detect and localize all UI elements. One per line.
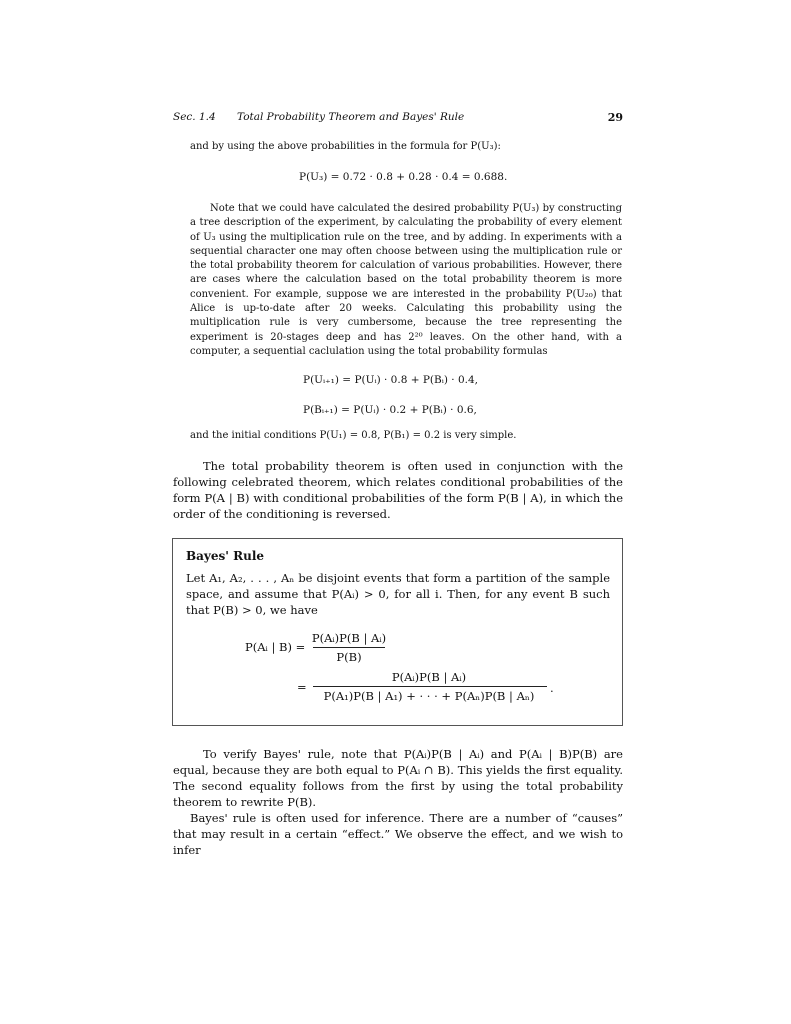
equation-u3: P(U₃) = 0.72 · 0.8 + 0.28 · 0.4 = 0.688. (299, 171, 508, 183)
bayes-lhs: P(Aᵢ | B) = (245, 640, 306, 654)
box-title: Bayes' Rule (186, 549, 265, 563)
bayes-intro (173, 458, 623, 522)
section-number: Sec. 1.4 (173, 111, 216, 123)
paragraph-initial-conditions: and the initial conditions P(U₁) = 0.8, P(B₁) = 0.2 is very simple. (190, 430, 517, 441)
fraction-denominator-1: P(B) (336, 650, 362, 664)
equation-recursion-u: P(Uᵢ₊₁) = P(Uᵢ) · 0.8 + P(Bᵢ) · 0.4, (303, 374, 478, 386)
initial-conditions (190, 429, 622, 443)
example-discussion (190, 202, 622, 359)
formula-period: . (550, 681, 554, 695)
paragraph-verify: To verify Bayes' rule, note that P(Aᵢ)P(B | Aᵢ) and P(Aᵢ | B)P(B) are equal, because they are both equal to P(Aᵢ ∩ B). This yields the first equality. The second equality follows from the first by using the total probability theorem to rewrite P(B). (173, 747, 623, 809)
bayes-rule-box (172, 538, 623, 726)
running-header (173, 111, 623, 125)
page-number: 29 (607, 111, 623, 124)
second-equals: = (297, 680, 307, 694)
fraction-bar-2 (313, 686, 547, 687)
paragraph-tree-vs-total: Note that we could have calculated the desired probability P(U₃) by constructing a tree description of the experiment, by calculating the probability of every element of U₃ using the multiplication rule on the tree, and by adding. In experiments with a sequential character one may often choose between using the multiplication rule or the total probability theorem for calculation of various probabilities. However, there are cases where the calculation based on the total probability theorem is more convenient. For example, suppose we are interested in the probability P(U₂₀) that Alice is up-to-date after 20 weeks. Calculating this probability using the multiplication rule is very cumbersome, because the tree representing the experiment is 20-stages deep and has 2²⁰ leaves. On the other hand, with a computer, a sequential caclulation using the total probability formulas (190, 203, 622, 357)
fraction-numerator-1: P(Aᵢ)P(B | Aᵢ) (311, 631, 387, 645)
example-continuation (190, 140, 622, 154)
fraction-bar-1 (313, 647, 385, 648)
equation-recursion-b: P(Bᵢ₊₁) = P(Uᵢ) · 0.2 + P(Bᵢ) · 0.6, (303, 404, 477, 416)
paragraph-bayes-intro: The total probability theorem is often used in conjunction with the following celebrated theorem, which relates conditional probabilities of the form P(A | B) with conditional probabilities of the form P(B | A), in which the order of the conditioning is reversed. (173, 459, 623, 521)
paragraph-intro: and by using the above probabilities in the formula for P(U₃): (190, 141, 501, 152)
fraction-denominator-2: P(A₁)P(B | A₁) + · · · + P(Aₙ)P(B | Aₙ) (323, 689, 535, 703)
bayes-verification (173, 746, 623, 858)
paragraph-inference: Bayes' rule is often used for inference. There are a number of “causes” that may result in a certain “effect.” We observe the effect, and we wish to infer (173, 811, 623, 857)
fraction-numerator-2: P(Aᵢ)P(B | Aᵢ) (391, 670, 467, 684)
box-statement: Let A₁, A₂, . . . , Aₙ be disjoint events that form a partition of the sample space, and assume that P(Aᵢ) > 0, for all i. Then, for any event B such that P(B) > 0, we have (186, 571, 610, 617)
running-title: Total Probability Theorem and Bayes' Rule (237, 111, 465, 123)
